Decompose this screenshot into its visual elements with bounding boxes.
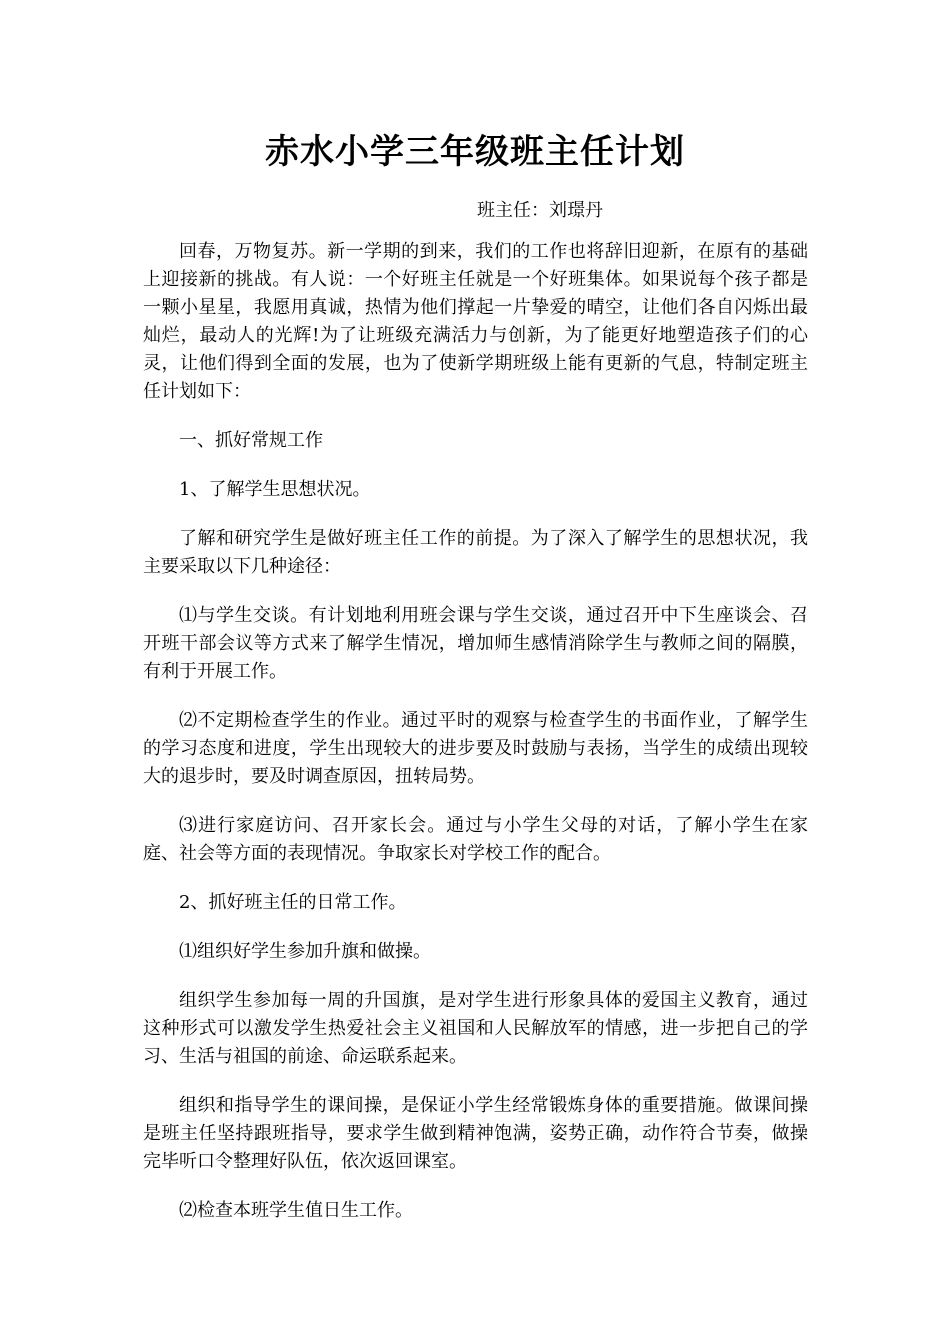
list-item-home-visits: ⑶进行家庭访问、召开家长会。通过与小学生父母的对话，了解小学生在家庭、社会等方面的表现情况。争取家长对学校工作的配合。 — [143, 815, 808, 864]
section-heading-routine-work: 一、抓好常规工作 — [179, 430, 323, 451]
document-body — [143, 238, 808, 1246]
paragraph-research-students: 了解和研究学生是做好班主任工作的前提。为了深入了解学生的思想状况，我主要采取以下几种途径： — [143, 528, 808, 577]
subheading-understand-students: 1、了解学生思想状况。 — [179, 479, 371, 500]
document-author: 班主任：刘璟丹 — [477, 200, 603, 221]
list-item-flag-and-exercise: ⑴组织好学生参加升旗和做操。 — [179, 941, 431, 962]
list-item-check-homework: ⑵不定期检查学生的作业。通过平时的观察与检查学生的书面作业，了解学生的学习态度和进度，学生出现较大的进步要及时鼓励与表扬，当学生的成绩出现较大的退步时，要及时调查原因，扭转局势。 — [143, 710, 808, 787]
paragraph-break-exercise: 组织和指导学生的课间操，是保证小学生经常锻炼身体的重要措施。做课间操是班主任坚持跟班指导，要求学生做到精神饱满，姿势正确，动作符合节奏，做操完毕听口令整理好队伍，依次返回课室。 — [143, 1095, 808, 1172]
list-item-duty-check: ⑵检查本班学生值日生工作。 — [179, 1200, 413, 1221]
list-item-talk-with-students: ⑴与学生交谈。有计划地利用班会课与学生交谈，通过召开中下生座谈会、召开班干部会议等方式来了解学生情况，增加师生感情消除学生与教师之间的隔膜，有利于开展工作。 — [143, 605, 808, 682]
document-title: 赤水小学三年级班主任计划 — [265, 132, 685, 172]
subheading-daily-work: 2、抓好班主任的日常工作。 — [179, 892, 407, 913]
paragraph-flag-raising: 组织学生参加每一周的升国旗，是对学生进行形象具体的爱国主义教育，通过这种形式可以激发学生热爱社会主义祖国和人民解放军的情感，进一步把自己的学习、生活与祖国的前途、命运联系起来。 — [143, 990, 808, 1067]
paragraph-intro: 回春，万物复苏。新一学期的到来，我们的工作也将辞旧迎新，在原有的基础上迎接新的挑战。有人说：一个好班主任就是一个好班集体。如果说每个孩子都是一颗小星星，我愿用真诚，热情为他们撑起一片挚爱的晴空，让他们各自闪烁出最灿烂，最动人的光辉!为了让班级充满活力与创新，为了能更好地塑造孩子们的心灵，让他们得到全面的发展，也为了使新学期班级上能有更新的气息，特制定班主任计划如下： — [143, 241, 808, 402]
